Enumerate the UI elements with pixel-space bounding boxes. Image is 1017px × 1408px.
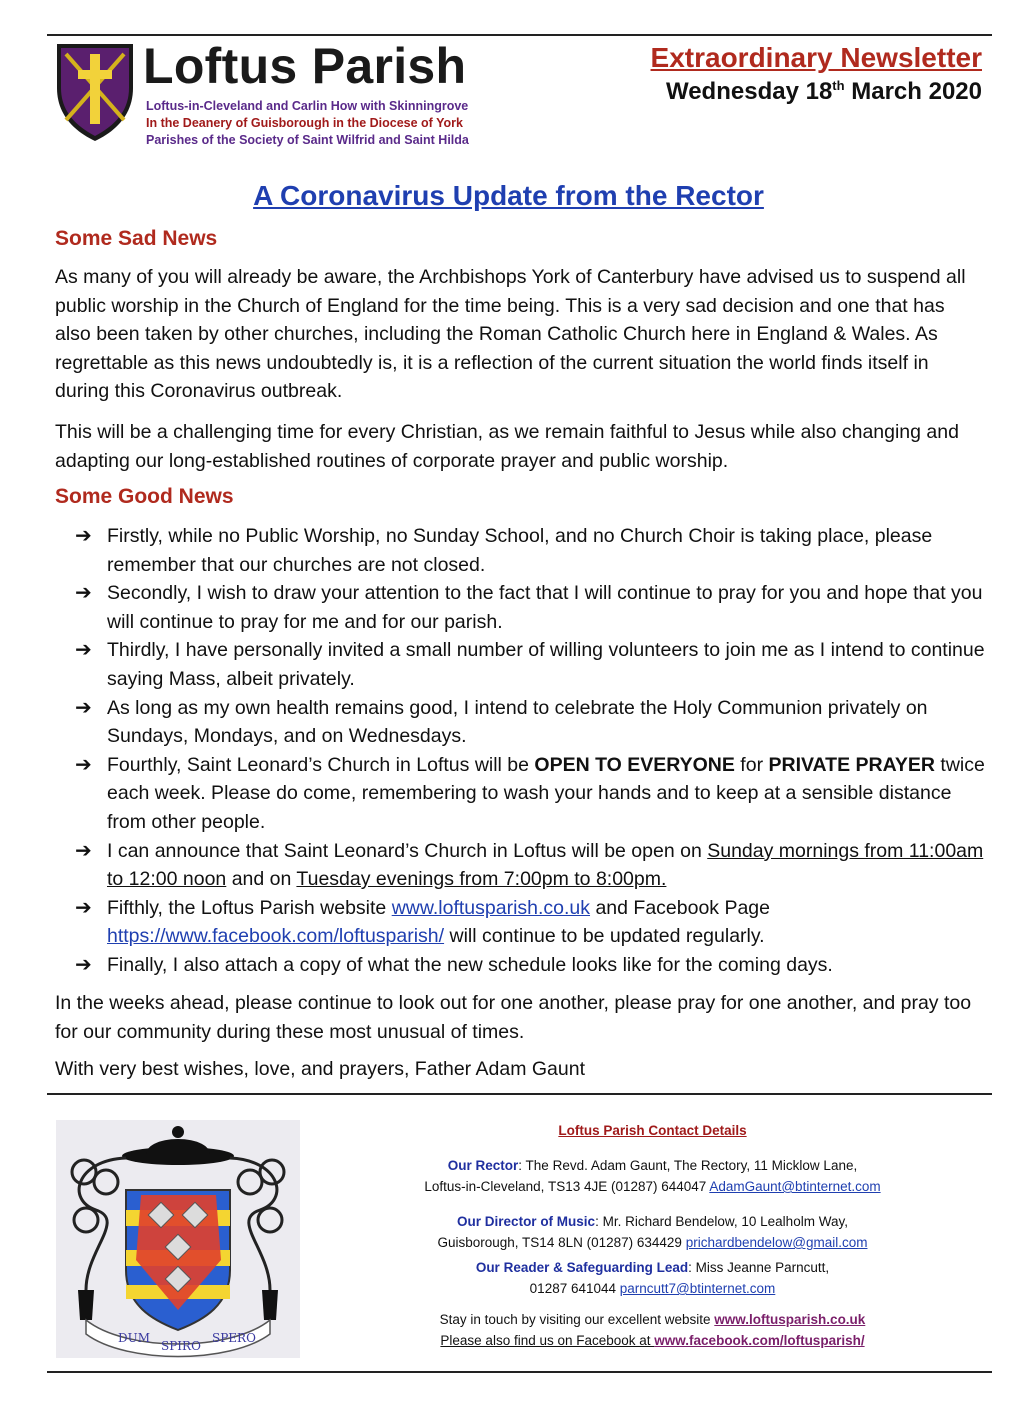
arrow-icon: ➔: [75, 953, 92, 976]
top-rule: [47, 34, 992, 36]
arrow-icon: ➔: [75, 896, 92, 919]
list-item: ➔ Thirdly, I have personally invited a small number of willing volunteers to join me as I intend to continue saying Mass, albeit privately.: [55, 636, 985, 693]
list-item: ➔ I can announce that Saint Leonard’s Church in Loftus will be open on Sunday mornings from 11:00am to 12:00 noon and on Tuesday evenings from 7:00pm to 8:00pm.: [55, 837, 985, 894]
arrow-icon: ➔: [75, 696, 92, 719]
motto-spero: SPERO: [212, 1331, 256, 1345]
contact-title: Loftus Parish Contact Details: [558, 1123, 747, 1138]
arrow-icon: ➔: [75, 753, 92, 776]
website-link[interactable]: www.loftusparish.co.uk: [391, 896, 591, 919]
page-title: A Coronavirus Update from the Rector: [253, 180, 764, 211]
list-item: ➔ Fifthly, the Loftus Parish website www.loftusparish.co.uk and Facebook Page https://www.facebook.com/loftusparish/ will continue to be updated regularly.: [55, 894, 985, 951]
music-director-role: Our Director of Music: [457, 1214, 596, 1229]
parish-name: Loftus Parish: [143, 38, 467, 94]
reader-role: Our Reader & Safeguarding Lead: [475, 1260, 689, 1275]
newsletter-date: Wednesday 18th March 2020: [665, 78, 982, 105]
parish-shield-logo: [52, 40, 138, 144]
parish-subtitle-2: In the Deanery of Guisborough in the Diocese of York: [146, 116, 463, 130]
reader-email-link[interactable]: parncutt7@btinternet.com: [619, 1281, 776, 1296]
facebook-link[interactable]: https://www.facebook.com/loftusparish/: [107, 925, 445, 948]
newsletter-title: Extraordinary Newsletter: [650, 42, 982, 73]
arrow-icon: ➔: [75, 582, 92, 605]
list-item: ➔ As long as my own health remains good, I intend to celebrate the Holy Communion privately on Sundays, Mondays, and on Wednesdays.: [55, 694, 985, 751]
list-item: ➔ Finally, I also attach a copy of what the new schedule looks like for the coming days.: [55, 951, 985, 980]
motto-dum: DUM: [118, 1331, 151, 1345]
rector-role: Our Rector: [447, 1158, 519, 1173]
music-director-email-link[interactable]: prichardbendelow@gmail.com: [685, 1235, 868, 1250]
rector-crest-image: [56, 1120, 300, 1358]
footer-facebook-link[interactable]: www.facebook.com/loftusparish/: [654, 1333, 865, 1348]
contact-details: Loftus Parish Contact Details Our Rector: The Revd. Adam Gaunt, The Rectory, 11 Micklow Lane, Loftus-in-Cleveland, TS13 4JE (01287) 644047 AdamGaunt@btinternet.com Our Director of Music: Mr. Richard Bendelow, 10 Lealholm Way, Guisborough, TS14 8LN (01287) 634429 prichardbendelow@gmail.com Our Reader & Safeguarding Lead: Miss Jeanne Parncutt, 01287 641044 parncutt7@btinternet.com Stay in touch by visiting our excellent website www.loftusparish.co.uk Please also find us on Facebook at www.facebook.com/loftusparish/: [424, 1123, 881, 1348]
arrow-icon: ➔: [75, 525, 92, 547]
closing-paragraph: In the weeks ahead, please continue to look out for one another, please pray for one another, and pray too for our community during these most unusual of times.: [55, 992, 972, 1043]
parish-subtitle-3: Parishes of the Society of Saint Wilfrid and Saint Hilda: [146, 133, 469, 147]
parish-subtitle-1: Loftus-in-Cleveland and Carlin How with Skinningrove: [146, 99, 469, 113]
sad-news-heading: Some Sad News: [55, 227, 218, 250]
arrow-icon: ➔: [75, 839, 92, 862]
list-item: ➔ Firstly, while no Public Worship, no Sunday School, and no Church Choir is taking place, please remember that our churches are not closed.: [55, 522, 985, 579]
sad-news-paragraph-1: As many of you will already be aware, the Archbishops York of Canterbury have advised us to suspend all public worship in the Church of England for the time being. This is a very sad decision and one that has also been taken by other churches, including the Roman Catholic Church here in England & Wales. As regrettable as this news undoubtedly is, it is a reflection of the current situation the world finds itself in during this Coronavirus outbreak.: [55, 266, 966, 403]
signoff: With very best wishes, love, and prayers, Father Adam Gaunt: [55, 1058, 585, 1080]
good-news-heading: Some Good News: [55, 485, 234, 508]
footer-website-link[interactable]: www.loftusparish.co.uk: [714, 1312, 866, 1327]
arrow-icon: ➔: [75, 639, 92, 662]
middle-rule: [47, 1093, 992, 1095]
motto-spiro: SPIRO: [161, 1339, 201, 1353]
rector-email-link[interactable]: AdamGaunt@btinternet.com: [709, 1179, 881, 1194]
sad-news-paragraph-2: This will be a challenging time for every Christian, as we remain faithful to Jesus while also changing and adapting our long-established routines of corporate prayer and public worship.: [55, 421, 959, 472]
bottom-rule: [47, 1371, 992, 1373]
list-item: ➔ Fourthly, Saint Leonard’s Church in Loftus will be OPEN TO EVERYONE for PRIVATE PRAYER twice each week. Please do come, remembering to wash your hands and to keep at a sensible distance from other people.: [55, 751, 985, 837]
good-news-list: [55, 522, 985, 980]
list-item: ➔ Secondly, I wish to draw your attention to the fact that I will continue to pray for you and hope that you will continue to pray for me and for our parish.: [55, 579, 985, 636]
